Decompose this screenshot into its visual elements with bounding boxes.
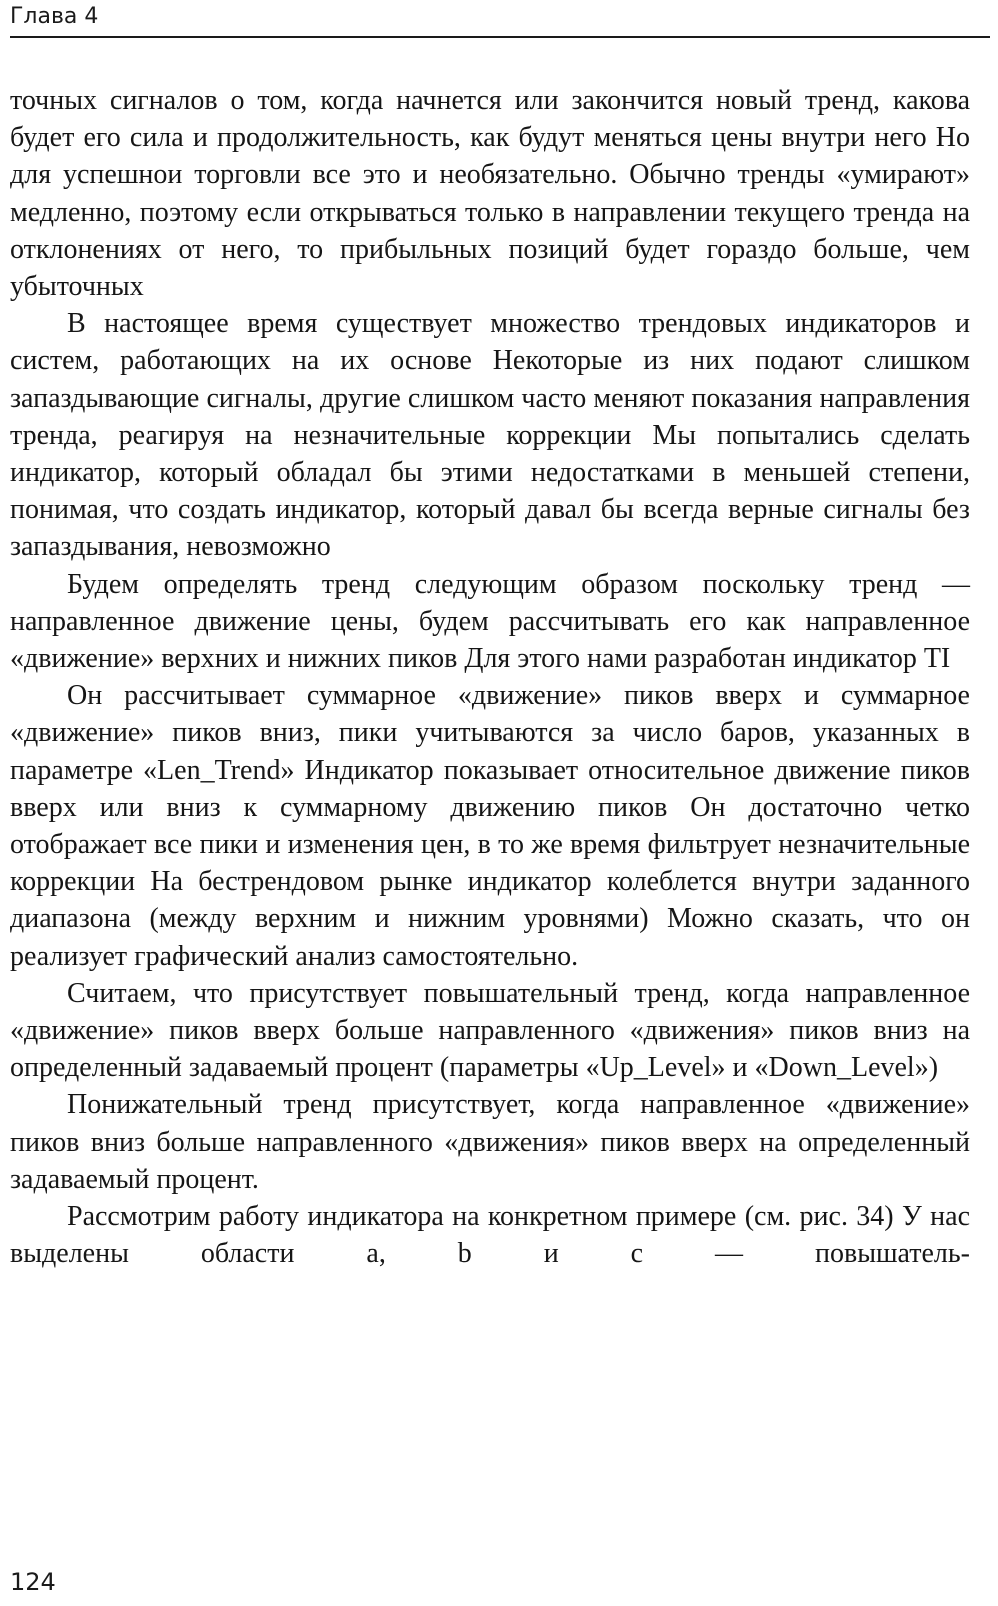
paragraph-1: точных сигналов о том, когда начнется или закончится новый тренд, какова будет его сила и продолжительность, как будут меняться цены внутри него Но для успешнои торговли все это и необязательно. Обычно тренды «умирают» медленно, поэтому если открываться только в направлении текущего тренда на отклонениях от него, то прибыльных позиций будет гораздо больше, чем убыточных (10, 85, 970, 303)
paragraph-6: Понижательный тренд присутствует, когда направленное «движение» пиков вниз больше направленного «движения» пиков вверх на определенный задаваемый процент. (10, 1089, 970, 1195)
paragraph-5: Считаем, что присутствует повышательный тренд, когда направленное «движение» пиков вверх больше направленного «движения» пиков вниз на определенный задаваемый процент (параметры «Up_Level» и «Down_Level») (10, 977, 970, 1084)
paragraph-3: Будем определять тренд следующим образом поскольку тренд — направленное движение цены, будем рассчитывать его как направленное «движение» верхних и нижних пиков Для этого нами разработан индикатор TI (10, 568, 970, 675)
running-head: Глава 4 (10, 4, 99, 29)
page-number: 124 (10, 1568, 56, 1596)
paragraph-4: Он рассчитывает суммарное «движение» пиков вверх и суммарное «движение» пиков вниз, пики учитываются за число баров, указанных в параметре «Len_Trend» Индикатор показывает относительное движение пиков вверх или вниз к суммарному движению пиков Он достаточно четко отображает все пики и изменения цен, в то же время фильтрует незначительные коррекции На бестрендовом рынке индикатор колеблется внутри заданного диапазона (между верхним и нижним уровнями) Можно сказать, что он реализует графический анализ самостоятельно. (10, 680, 970, 972)
paragraph-7: Рассмотрим работу индикатора на конкретном примере (см. рис. 34) У нас выделены области a, b и c — повышатель- (10, 1201, 970, 1270)
paragraph-2: В настоящее время существует множество трендовых индикаторов и систем, работающих на их основе Некоторые из них подают слишком запаздывающие сигналы, другие слишком часто меняют показания направления тренда, реагируя на незначительные коррекции Мы попытались сделать индикатор, который обладал бы этими недостатками в меньшей степени, понимая, что создать индикатор, который давал бы всегда верные сигналы без запаздывания, невозможно (10, 308, 970, 563)
body-text (10, 82, 970, 1273)
header-rule (10, 36, 990, 38)
